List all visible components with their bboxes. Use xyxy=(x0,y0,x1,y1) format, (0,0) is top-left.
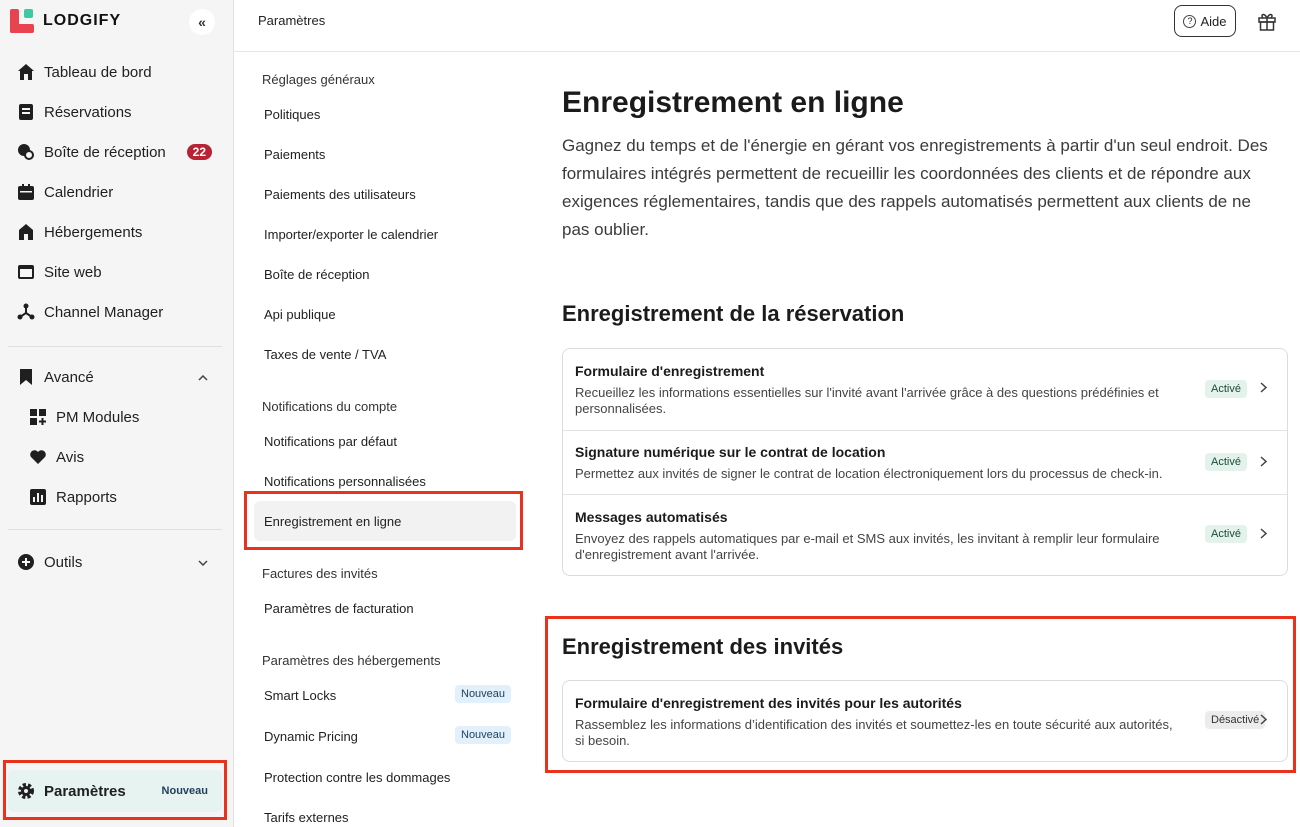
gift-icon[interactable] xyxy=(1256,10,1278,32)
sidebar-item-label: Boîte de réception xyxy=(44,143,166,161)
main-sidebar xyxy=(0,0,234,827)
sidebar-item-tools[interactable] xyxy=(16,547,216,577)
sidebar-item-label: Calendrier xyxy=(44,183,114,201)
inbox-count-badge: 22 xyxy=(187,144,212,160)
top-bar xyxy=(234,0,1300,52)
sidebar-item-reviews[interactable] xyxy=(28,442,228,472)
page-description: Gagnez du temps et de l'énergie en gérant vos enregistrements à partir d'un seul endroit. Des formulaires intégrés permettent de recueillir les coordonnées des clients et de répondre aux exigences réglementaires, tandis que des rappels automatisés permettent aux clients de ne pas oublier. xyxy=(562,136,1268,239)
row-title: Formulaire d'enregistrement xyxy=(575,363,765,379)
section-title-guests: Enregistrement des invités xyxy=(562,634,844,659)
status-badge: Activé xyxy=(1205,453,1247,471)
settings-row-checkin-form[interactable] xyxy=(563,349,1287,431)
plus-circle-icon xyxy=(16,552,36,572)
sidebar-item-inbox[interactable] xyxy=(16,137,216,167)
new-badge: Nouveau xyxy=(455,726,511,744)
settings-row-automated-messages[interactable] xyxy=(563,495,1287,575)
chevron-down-icon xyxy=(198,555,208,569)
sidebar-item-website[interactable] xyxy=(16,257,216,287)
subnav-link-policies[interactable]: Politiques xyxy=(264,107,321,122)
subnav-link-inbox[interactable]: Boîte de réception xyxy=(264,267,370,282)
browser-icon xyxy=(16,262,36,282)
new-badge: Nouveau xyxy=(455,685,511,703)
subnav-link-label: Smart Locks xyxy=(264,688,337,703)
question-icon: ? xyxy=(1183,15,1196,28)
subnav-link-calendar-sync[interactable]: Importer/exporter le calendrier xyxy=(264,227,439,242)
logo-text: LODGIFY xyxy=(43,12,122,29)
sidebar-item-label: Tableau de bord xyxy=(44,63,152,81)
settings-subnav xyxy=(234,52,534,827)
subnav-link-default-notifications[interactable]: Notifications par défaut xyxy=(264,434,397,449)
sidebar-item-pm-modules[interactable] xyxy=(28,402,228,432)
subnav-link-user-payments[interactable]: Paiements des utilisateurs xyxy=(264,187,416,202)
booking-settings-card xyxy=(562,348,1288,576)
sidebar-item-label: Site web xyxy=(44,263,102,281)
network-icon xyxy=(16,302,36,322)
sidebar-item-advanced[interactable] xyxy=(16,362,216,392)
sidebar-item-label: Hébergements xyxy=(44,223,143,241)
sidebar-item-label: Rapports xyxy=(56,488,117,506)
breadcrumb[interactable]: Paramètres xyxy=(258,13,326,28)
status-badge: Activé xyxy=(1205,525,1247,543)
home-icon xyxy=(16,222,36,242)
bar-chart-icon xyxy=(28,487,48,507)
chevron-right-icon xyxy=(1260,528,1267,542)
subnav-link-label: Dynamic Pricing xyxy=(264,729,358,744)
group-title-properties: Paramètres des hébergements xyxy=(262,653,441,668)
sidebar-item-calendar[interactable] xyxy=(16,177,216,207)
sidebar-divider xyxy=(8,529,222,530)
subnav-link-taxes[interactable]: Taxes de vente / TVA xyxy=(264,347,387,362)
modules-icon xyxy=(28,407,48,427)
heart-icon xyxy=(28,447,48,467)
row-title: Formulaire d'enregistrement des invités pour les autorités xyxy=(575,695,962,711)
help-label: Aide xyxy=(1200,13,1227,29)
sidebar-item-reports[interactable] xyxy=(28,482,228,512)
bookmark-list-icon xyxy=(16,102,36,122)
status-badge: Activé xyxy=(1205,380,1247,398)
row-title: Messages automatisés xyxy=(575,509,728,525)
subnav-link-online-checkin[interactable]: Enregistrement en ligne xyxy=(254,501,516,541)
logo-mark-icon xyxy=(10,9,34,33)
sidebar-item-properties[interactable] xyxy=(16,217,216,247)
chevron-up-icon xyxy=(198,370,208,384)
group-title-general: Réglages généraux xyxy=(262,72,375,87)
calendar-icon xyxy=(16,182,36,202)
subnav-link-public-api[interactable]: Api publique xyxy=(264,307,336,322)
chevron-right-icon xyxy=(1260,456,1267,470)
help-button[interactable] xyxy=(1174,5,1236,37)
row-description: Permettez aux invités de signer le contrat de location électroniquement lors du processus de check-in. xyxy=(575,466,1163,481)
sidebar-item-label: Paramètres xyxy=(44,782,126,800)
subnav-link-external-rates[interactable]: Tarifs externes xyxy=(264,810,349,825)
guest-settings-card xyxy=(562,680,1288,762)
chat-icon xyxy=(16,142,36,162)
chevron-right-icon xyxy=(1260,382,1267,396)
sidebar-item-settings[interactable] xyxy=(8,770,222,812)
subnav-link-payments[interactable]: Paiements xyxy=(264,147,326,162)
settings-row-digital-signature[interactable] xyxy=(563,431,1287,495)
gear-icon xyxy=(16,781,36,801)
status-badge: Désactivé xyxy=(1205,711,1265,729)
main-content xyxy=(534,52,1300,827)
row-description: Envoyez des rappels automatiques par e-mail et SMS aux invités, les invitant à remplir leur formulaire d'enregistrement avant l'arrivée. xyxy=(575,531,1160,562)
sidebar-item-label: Outils xyxy=(44,553,83,571)
subnav-link-custom-notifications[interactable]: Notifications personnalisées xyxy=(264,474,426,489)
sidebar-item-label: PM Modules xyxy=(56,408,140,426)
subnav-link-smart-locks[interactable] xyxy=(264,688,514,703)
row-title: Signature numérique sur le contrat de location xyxy=(575,444,886,460)
new-badge: Nouveau xyxy=(161,785,208,797)
section-title-booking: Enregistrement de la réservation xyxy=(562,301,905,326)
sidebar-divider xyxy=(8,346,222,347)
row-description: Recueillez les informations essentielles sur l'invité avant l'arrivée grâce à des questions prédéfinies et personnalisées. xyxy=(575,385,1159,416)
sidebar-item-label: Réservations xyxy=(44,103,132,121)
collapse-sidebar-button[interactable]: « xyxy=(189,9,215,35)
sidebar-item-channel-manager[interactable] xyxy=(16,297,216,327)
sidebar-item-label: Avis xyxy=(56,448,85,466)
settings-row-authorities-form[interactable] xyxy=(563,681,1287,761)
bookmark-icon xyxy=(16,367,36,387)
group-title-invoices: Factures des invités xyxy=(262,566,378,581)
subnav-link-damage-protection[interactable]: Protection contre les dommages xyxy=(264,770,451,785)
page-title: Enregistrement en ligne xyxy=(562,86,904,119)
house-icon xyxy=(16,62,36,82)
row-description: Rassemblez les informations d’identification des invités et soumettez-les en toute sécurité aux autorités, si besoin. xyxy=(575,717,1173,748)
group-title-notifications: Notifications du compte xyxy=(262,399,398,414)
lodgify-logo[interactable] xyxy=(10,9,121,33)
subnav-link-billing[interactable]: Paramètres de facturation xyxy=(264,601,414,616)
sidebar-item-label: Avancé xyxy=(44,368,94,386)
chevron-right-icon xyxy=(1260,714,1267,728)
sidebar-item-reservations[interactable] xyxy=(16,97,216,127)
sidebar-item-dashboard[interactable] xyxy=(16,57,216,87)
subnav-link-dynamic-pricing[interactable] xyxy=(264,729,514,744)
sidebar-item-label: Channel Manager xyxy=(44,303,164,321)
